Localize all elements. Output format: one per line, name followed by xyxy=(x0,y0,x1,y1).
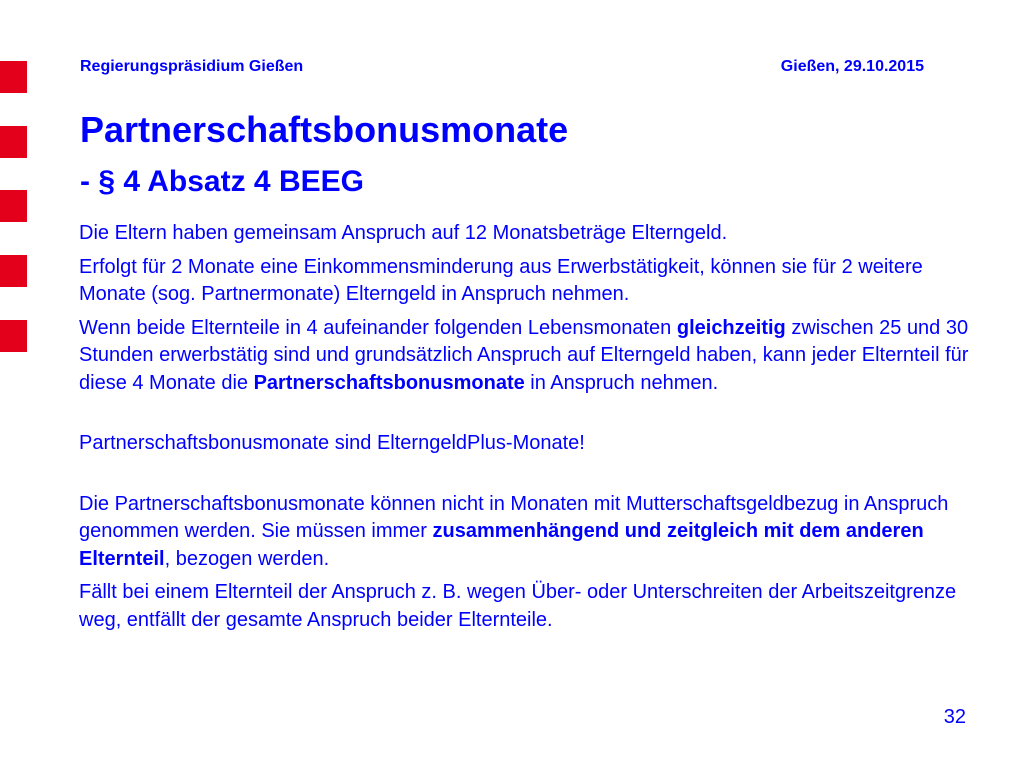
slide-body xyxy=(79,220,979,634)
paragraph-3-text-3: in Anspruch nehmen. xyxy=(524,371,719,394)
paragraph-3-bold-1: gleichzeitig xyxy=(676,316,786,339)
paragraph-4: Partnerschaftsbonusmonate sind ElterngeldPlus-Monate! xyxy=(79,432,585,454)
decorative-bar-1 xyxy=(0,61,27,93)
slide-title: Partnerschaftsbonusmonate xyxy=(80,109,569,150)
header-place-date: Gießen, 29.10.2015 xyxy=(780,58,924,75)
decorative-bar-4 xyxy=(0,255,27,287)
paragraph-6: Fällt bei einem Elternteil der Anspruch z. B. wegen Über- oder Unterschreiten der Arbeitszeitgrenze weg, entfällt der gesamte Anspruch beider Elternteile. xyxy=(79,581,957,631)
paragraph-1: Die Eltern haben gemeinsam Anspruch auf 12 Monatsbeträge Elterngeld. xyxy=(79,222,728,244)
paragraph-5-bold: zusammenhängend und zeitgleich mit dem anderen Elternteil xyxy=(79,520,924,570)
paragraph-3-text-1: Wenn beide Elternteile in 4 aufeinander folgenden Lebensmonaten xyxy=(79,316,677,339)
header-organization: Regierungspräsidium Gießen xyxy=(80,58,304,75)
paragraph-2: Erfolgt für 2 Monate eine Einkommensminderung aus Erwerbstätigkeit, können sie für 2 weitere Monate (sog. Partnermonate) Elterngeld in Anspruch nehmen. xyxy=(79,255,923,305)
paragraph-5-text-1: Die Partnerschaftsbonusmonate können nicht in Monaten mit Mutterschaftsgeldbezug in Anspruch genommen werden. Sie müssen immer xyxy=(79,492,949,542)
decorative-bar-2 xyxy=(0,126,27,158)
paragraph-3 xyxy=(79,315,979,398)
paragraph-5-text-2: , bezogen werden. xyxy=(164,547,330,570)
decorative-bar-5 xyxy=(0,320,27,352)
paragraph-3-bold-2: Partnerschaftsbonusmonate xyxy=(253,371,525,394)
slide-subtitle: - § 4 Absatz 4 BEEG xyxy=(80,165,364,198)
page-number: 32 xyxy=(943,706,966,728)
decorative-bar-3 xyxy=(0,190,27,222)
paragraph-5 xyxy=(79,491,979,574)
paragraph-3-text-2: zwischen 25 und 30 Stunden erwerbstätig sind und grundsätzlich Anspruch auf Elterngeld haben, kann jeder Elternteil für diese 4 Monate die xyxy=(79,316,969,394)
